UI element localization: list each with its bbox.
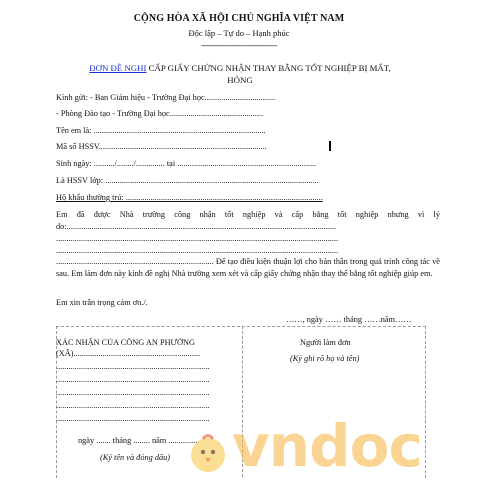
reason-dots-2[interactable]: ........................................................................................................................................ [56, 246, 339, 255]
police-dots-4[interactable]: .......................................................................... [56, 401, 210, 410]
form-title [40, 62, 440, 86]
title-text-2: HỎNG [227, 75, 253, 85]
police-heading-1: XÁC NHẬN CỦA CÔNG AN PHƯỜNG [56, 338, 195, 347]
reason-dots-1[interactable]: ........................................................................................................................................ [56, 234, 339, 243]
recipient-line-1: Kính gửi: - Ban Giám hiệu - Trường Đại học.................................. [56, 93, 276, 102]
police-dots-2[interactable]: .......................................................................... [56, 375, 210, 384]
birth-field[interactable]: Sinh ngày: ........../......../.............. tại ................................................................... [56, 159, 317, 168]
request-paragraph: ............................................................................ Để tạo điều kiện thuận lợi cho bản thân trong quá trình công tác về sau. Em làm đơn này kính đề nghị Nhà trường xem xét và cấp giấy chứng nhận thay thế bằng tốt nghiệp giúp em. [56, 257, 440, 278]
residence-field[interactable]: Hộ khẩu thường trú: ............................................................................................... [56, 193, 323, 202]
recipient-line-2: - Phòng Đào tạo - Trường Đại học............................................. [56, 109, 264, 118]
title-link[interactable]: ĐƠN ĐỀ NGHỊ [89, 63, 147, 73]
police-dots-3[interactable]: .......................................................................... [56, 388, 210, 397]
applicant-sign: (Ký ghi rõ họ và tên) [290, 354, 360, 363]
date-line: ……, ngày …… tháng ……năm…… [286, 315, 412, 324]
applicant-label: Người làm đơn [300, 338, 351, 347]
nation-heading: CỘNG HÒA XÃ HỘI CHỦ NGHĨA VIỆT NAM [133, 13, 345, 24]
closing-line: Em xin trân trọng cảm ơn./. [56, 298, 148, 307]
police-date: ngày ....... tháng ........ năm .............. [78, 436, 198, 445]
chick-icon [185, 430, 231, 476]
student-id-field[interactable] [56, 142, 336, 151]
header-separator: ----------------------------------- [201, 41, 277, 50]
police-sign: (Ký tên và đóng dấu) [100, 453, 171, 462]
reason-paragraph: Em đã được Nhà trường công nhận tốt nghiệp và cấp bằng tốt nghiệp nhưng vì lý do:.................................................................................................................................. [56, 210, 440, 231]
text-cursor [329, 141, 331, 151]
class-field[interactable]: Là HSSV lớp: ....................................................................................................... [56, 176, 319, 185]
police-dots-1[interactable]: .......................................................................... [56, 362, 210, 371]
student-id-label: Mã số HSSV................................................................................. [56, 142, 267, 151]
motto: Độc lập – Tự do – Hạnh phúc [188, 28, 290, 38]
name-field[interactable]: Tên em là: ................................................................................... [56, 126, 266, 135]
watermark-logo: vndoc [232, 412, 422, 480]
police-dots-5[interactable]: .......................................................................... [56, 414, 210, 423]
title-text: CẤP GIẤY CHỨNG NHẬN THAY BẰNG TỐT NGHIỆP BỊ MẤT, [146, 63, 391, 73]
police-heading-2[interactable]: (XÃ)............................................................. [56, 349, 201, 358]
